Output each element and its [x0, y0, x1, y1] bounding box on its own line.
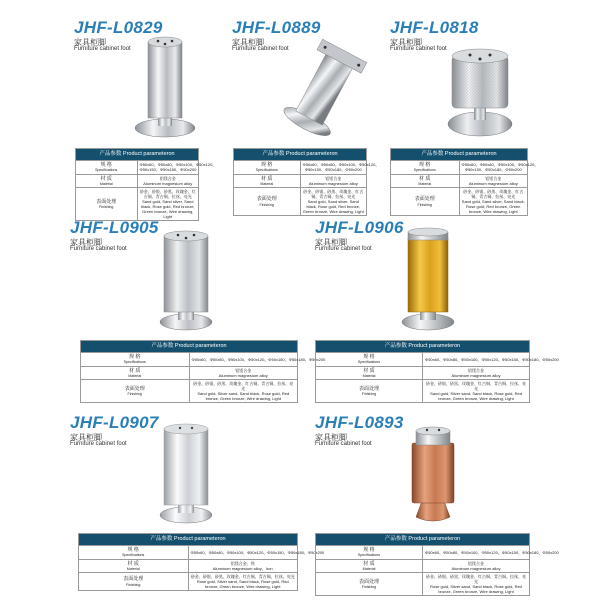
subtitle-en: Furniture cabinet foot: [315, 246, 372, 252]
spec-value: Φ50x60、Φ50x80、Φ50x100、Φ50x120、 Φ50x150、Φ50x180、Φ50x200: [137, 160, 199, 174]
finish-value: 砂金、砂银、砂黑、玫瑰金、红古铜、青古铜、拉丝、亮光 Sand gold, Sand silver, Sand black, Rose gold, Red bronze, Green bronze, Wire drawing, Light: [300, 188, 367, 216]
subtitle-en: Furniture cabinet foot: [390, 46, 447, 52]
model-title: JHF-L0905: [70, 218, 159, 237]
material-label: 材 质 Material: [81, 366, 190, 380]
product-parameter-table: [315, 340, 559, 403]
finish-label: 表面处理 Finishing: [316, 573, 423, 596]
material-label: 材 质 Material: [316, 559, 423, 573]
material-label: 材 质 Material: [79, 559, 189, 573]
subtitle-cn: 家具柜脚: [315, 433, 347, 442]
subtitle-en: Furniture cabinet foot: [315, 441, 372, 447]
spec-value: Φ50x60、Φ50x80、Φ50x100、Φ50x120、Φ50x150、Φ50x180、Φ50x200: [423, 545, 530, 559]
subtitle-en: Furniture cabinet foot: [232, 46, 289, 52]
model-title: JHF-L0818: [390, 18, 479, 37]
spec-label: 规 格 Specifications: [79, 545, 189, 559]
table-header: 产品参数 Product parameteron: [316, 341, 530, 353]
finish-label: 表面处理 Finishing: [391, 188, 460, 216]
table-header: 产品参数 Product parameteron: [76, 149, 199, 161]
model-title: JHF-L0889: [232, 18, 321, 37]
material-value: 铝镁合金 Aluminum magnesium alloy: [459, 174, 528, 188]
table-header: 产品参数 Product parameteron: [391, 149, 528, 161]
spec-label: 规 格 Specifications: [391, 160, 460, 174]
material-label: 材 质 Material: [391, 174, 460, 188]
subtitle-en: Furniture cabinet foot: [70, 246, 127, 252]
product-parameter-table: [390, 148, 539, 216]
cabinet-foot-image: [398, 419, 468, 531]
cabinet-foot-image: [150, 226, 222, 338]
product-card-l0893: [300, 405, 600, 600]
cabinet-foot-image: [150, 419, 222, 531]
product-card-l0818: [390, 0, 600, 215]
model-title: JHF-L0893: [315, 413, 404, 432]
finish-value: 砂金、砂银、砂黑、玫瑰金、红古铜、青古铜、拉丝、亮光 Sand gold, Silver sand, Sand black, Rose gold, Red bronze, Green bronze, Wire drawing, Light: [423, 380, 530, 403]
subtitle-cn: 家具柜脚: [315, 238, 347, 247]
product-card-l0889: [200, 0, 400, 215]
material-value: 铝镁合金 Aluminum magnesium alloy: [300, 174, 367, 188]
product-parameter-table: [80, 340, 326, 403]
spec-label: 规 格 Specifications: [76, 160, 138, 174]
product-parameter-table: [78, 533, 325, 591]
finish-value: 砂金、砂银、砂黑、玫瑰金、红古铜、青古铜、拉丝、亮光 Sand gold, Sand silver, Sand black, Rose gold, Red bronze, Green bronze, Wire drawing, Light: [459, 188, 528, 216]
cabinet-foot-image: [392, 226, 464, 338]
spec-value: Φ50x60、Φ50x80、Φ50x100、Φ50x120、 Φ50x150、Φ50x180、Φ50x200: [459, 160, 528, 174]
product-parameter-table: [233, 148, 380, 216]
finish-value: 砂金、砂银、砂黑、玫瑰金、红古铜、青古铜、拉丝、亮光 Sand gold, Sand silver, Sand black, Rose gold, Red bronze, Green bronze, Wire drawing, Light: [137, 188, 199, 221]
model-title: JHF-L0906: [315, 218, 404, 237]
table-header: 产品参数 Product parameteron: [316, 534, 530, 546]
spec-label: 规 格 Specifications: [81, 352, 190, 366]
cabinet-foot-image: [270, 38, 380, 138]
finish-label: 表面处理 Finishing: [79, 573, 189, 591]
finish-label: 表面处理 Finishing: [81, 380, 190, 403]
subtitle-en: Furniture cabinet foot: [70, 441, 127, 447]
spec-value: Φ50x60、Φ50x80、Φ50x100、Φ50x120、 Φ50x150、Φ50x180、Φ50x200: [300, 160, 367, 174]
subtitle-cn: 家具柜脚: [232, 38, 264, 47]
finish-value: 砂金、砂银、砂黑、玫瑰金、红古铜、青古铜、拉丝、亮光 Sand gold, Silver sand, Sand black, Rose gold, Red bronze, Green bronze, Wire drawing, Light: [189, 380, 298, 403]
subtitle-cn: 家具柜脚: [70, 238, 102, 247]
spec-value: Φ50x60、Φ50x80、Φ50x100、Φ50x120、Φ50x150、Φ50x180、Φ50x200: [189, 352, 298, 366]
finish-value: 砂金、砂银、砂黑、玫瑰金、红古铜、青古铜、拉丝、亮光 Rose gold, Silver sand, Sand black, Rose gold, Red bronze, Green bronze, Wire drawing, Light: [423, 573, 530, 596]
model-title: JHF-L0907: [70, 413, 159, 432]
finish-label: 表面处理 Finishing: [316, 380, 423, 403]
product-card-l0907: [0, 405, 325, 600]
cabinet-foot-image: [442, 42, 518, 142]
spec-value: Φ50x60、Φ50x80、Φ50x100、Φ50x120、Φ50x150、Φ50x180、Φ50x200: [188, 545, 298, 559]
table-header: 产品参数 Product parameteron: [81, 341, 298, 353]
cabinet-foot-image: [120, 32, 210, 144]
material-label: 材 质 Material: [234, 174, 301, 188]
material-value: 铝镁合金、铁 Aluminum magnesium alloy、Iron: [188, 559, 298, 573]
material-value: 铝镁合金 Aluminum magnesium alloy: [189, 366, 298, 380]
finish-label: 表面处理 Finishing: [76, 188, 138, 221]
model-title: JHF-L0829: [74, 18, 163, 37]
material-value: 铝镁合金 Aluminum magnesium alloy: [137, 174, 199, 188]
material-value: 铝镁合金 Aluminum magnesium alloy: [423, 559, 530, 573]
spec-label: 规 格 Specifications: [316, 545, 423, 559]
product-card-l0905: [0, 210, 326, 405]
material-label: 材 质 Material: [316, 366, 423, 380]
product-card-l0906: [300, 210, 600, 405]
table-header: 产品参数 Product parameteron: [79, 534, 298, 546]
subtitle-cn: 家具柜脚: [390, 38, 422, 47]
finish-value: 砂金、砂银、砂黑、玫瑰金、红古铜、青古铜、拉丝、亮光 Rose gold, Silver sand, Sand black, Rose gold, Red bronze, Green bronze, Wire drawing, Light: [188, 573, 298, 591]
spec-value: Φ50x60、Φ50x80、Φ50x100、Φ50x120、Φ50x150、Φ50x180、Φ50x200: [423, 352, 530, 366]
product-card-l0829: [0, 0, 217, 220]
subtitle-cn: 家具柜脚: [74, 38, 106, 47]
finish-label: 表面处理 Finishing: [234, 188, 301, 216]
spec-label: 规 格 Specifications: [316, 352, 423, 366]
material-label: 材 质 Material: [76, 174, 138, 188]
material-value: 铝镁合金 Aluminum magnesium alloy: [423, 366, 530, 380]
product-parameter-table: [315, 533, 559, 596]
subtitle-en: Furniture cabinet foot: [74, 46, 131, 52]
subtitle-cn: 家具柜脚: [70, 433, 102, 442]
spec-label: 规 格 Specifications: [234, 160, 301, 174]
table-header: 产品参数 Product parameteron: [234, 149, 367, 161]
